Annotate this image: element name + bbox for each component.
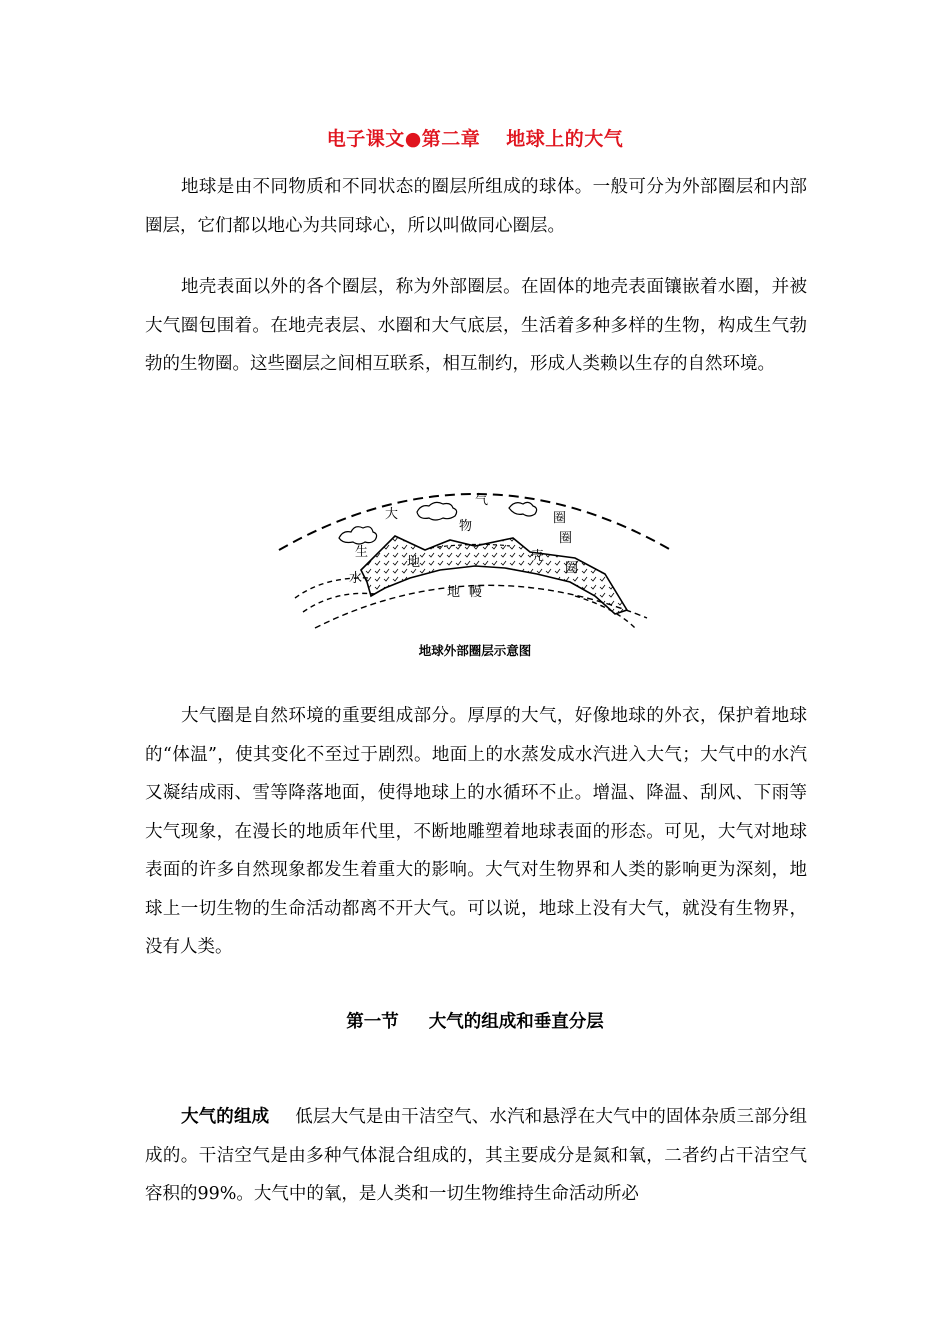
label-di-crust: 地 — [407, 555, 421, 570]
label-da: 大 — [385, 507, 399, 522]
label-quan-3: 圈 — [565, 561, 579, 576]
paragraph-4-lead: 大气的组成 — [181, 1107, 270, 1127]
label-sheng: 生 — [355, 545, 369, 560]
water-left-2 — [303, 593, 375, 612]
cloud-middle — [417, 502, 457, 520]
label-man: 幔 — [469, 585, 483, 600]
section-number: 第一节 — [346, 1012, 399, 1032]
title-main: 地球上的大气 — [506, 128, 624, 150]
paragraph-1: 地球是由不同物质和不同状态的圈层所组成的球体。一般可分为外部圈层和内部圈层，它们都以地心为共同球心，所以叫做同心圈层。 — [145, 177, 807, 236]
label-shui: 水 — [349, 571, 363, 586]
crust-layer — [361, 536, 627, 614]
cloud-right — [509, 502, 537, 516]
earth-spheres-diagram — [275, 478, 675, 638]
label-quan-2: 圈 — [559, 531, 573, 546]
paragraph-4-text: 低层大气是由干洁空气、水汽和悬浮在大气中的固体杂质三部分组成的。干洁空气是由多种气体混合组成的，其主要成分是氮和氧，二者约占干洁空气容积的99%。大气中的氧，是人类和一切生物维持生命活动所必 — [145, 1107, 808, 1204]
paragraph-4 — [145, 1098, 807, 1214]
paragraph-2: 地壳表面以外的各个圈层，称为外部圈层。在固体的地壳表面镶嵌着水圈，并被大气圈包围着。在地壳表层、水圈和大气底层，生活着多种多样的生物，构成生气勃勃的生物圈。这些圈层之间相互联系，相互制约，形成人类赖以生存的自然环境。 — [145, 277, 807, 374]
label-qi: 气 — [475, 493, 489, 508]
title-chapter: 电子课文●第二章 — [326, 128, 481, 150]
section-heading — [0, 1008, 950, 1033]
paragraph-3: 大气圈是自然环境的重要组成部分。厚厚的大气，好像地球的外衣，保护着地球的“体温”，使其变化不至过于剧烈。地面上的水蒸发成水汽进入大气；大气中的水汽又凝结成雨、雪等降落地面，使得地球上的水循环不止。增温、降温、刮风、下雨等大气现象，在漫长的地质年代里，不断地雕塑着地球表面的形态。可见，大气对地球表面的许多自然现象都发生着重大的影响。大气对生物界和人类的影响更为深刻，地球上一切生物的生命活动都离不开大气。可以说，地球上没有大气，就没有生物界，没有人类。 — [145, 706, 807, 957]
page-title — [0, 124, 950, 151]
label-wu: 物 — [459, 519, 473, 534]
figure-caption: 地球外部圈层示意图 — [418, 643, 532, 658]
label-ke: 壳 — [531, 549, 545, 564]
label-di-mantle: 地 — [447, 585, 461, 600]
cloud-left — [339, 527, 377, 544]
label-quan-1: 圈 — [553, 511, 567, 526]
section-title: 大气的组成和垂直分层 — [428, 1012, 604, 1032]
